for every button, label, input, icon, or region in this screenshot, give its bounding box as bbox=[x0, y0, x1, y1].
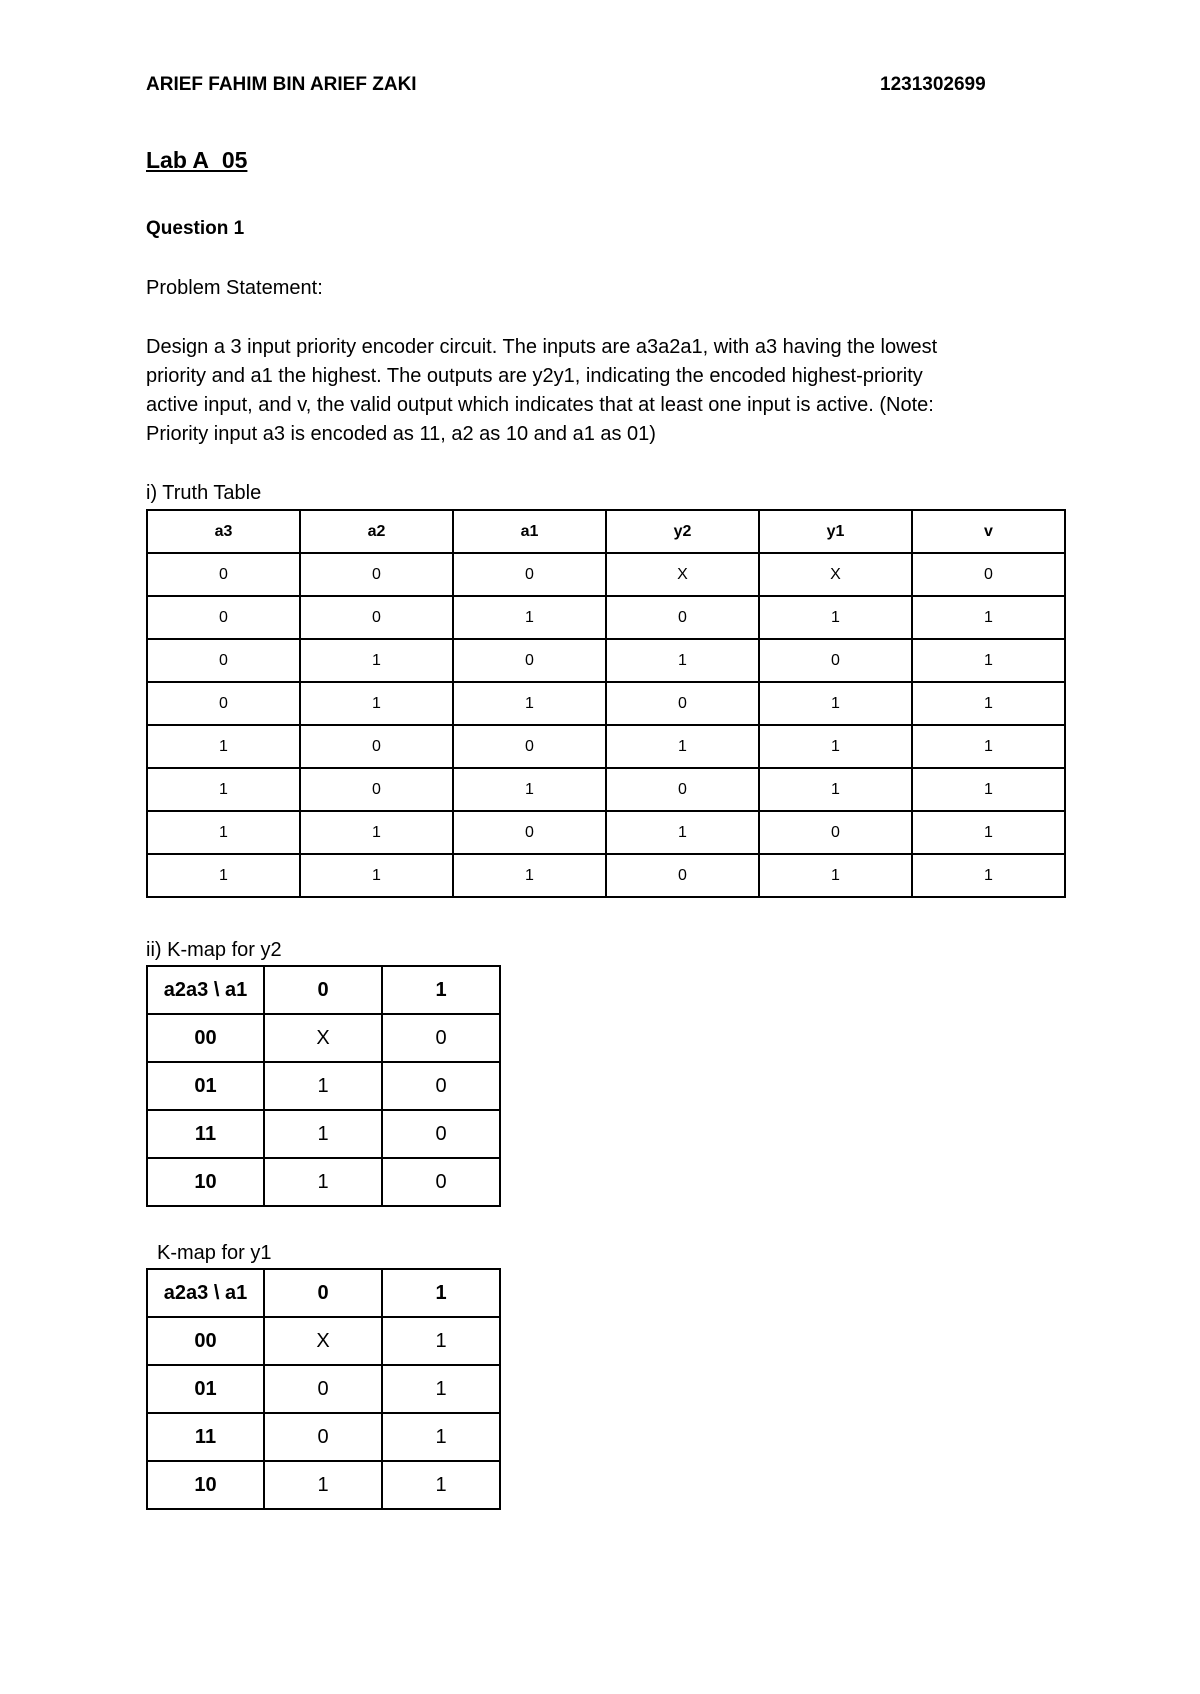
table-cell: 1 bbox=[912, 725, 1065, 768]
table-cell: 1 bbox=[759, 682, 912, 725]
kmap-cell: 1 bbox=[382, 1317, 500, 1365]
table-row bbox=[147, 768, 1065, 811]
table-cell: 0 bbox=[606, 682, 759, 725]
table-row bbox=[147, 1317, 500, 1365]
kmap-cell: X bbox=[264, 1014, 382, 1062]
table-cell: 1 bbox=[606, 811, 759, 854]
kmap-row-header: 11 bbox=[147, 1110, 264, 1158]
table-cell: 0 bbox=[606, 596, 759, 639]
table-cell: 0 bbox=[453, 811, 606, 854]
table-cell: 1 bbox=[147, 811, 300, 854]
table-row bbox=[147, 1062, 500, 1110]
problem-line: active input, and v, the valid output which indicates that at least one input is active. (Note: bbox=[146, 394, 934, 416]
header-cell-a3: a3 bbox=[147, 510, 300, 553]
table-cell: 1 bbox=[300, 854, 453, 897]
table-cell: 0 bbox=[147, 596, 300, 639]
table-cell: 1 bbox=[606, 639, 759, 682]
question-title: Question 1 bbox=[146, 218, 245, 239]
table-cell: 1 bbox=[759, 768, 912, 811]
author-name: ARIEF FAHIM BIN ARIEF ZAKI bbox=[146, 74, 417, 95]
table-cell: 1 bbox=[453, 596, 606, 639]
table-cell: 1 bbox=[300, 639, 453, 682]
table-cell: 0 bbox=[759, 811, 912, 854]
kmap-cell: 1 bbox=[264, 1110, 382, 1158]
kmap-row-header: 01 bbox=[147, 1062, 264, 1110]
header-cell-v: v bbox=[912, 510, 1065, 553]
kmap-cell: 1 bbox=[382, 1365, 500, 1413]
table-cell: 0 bbox=[759, 639, 912, 682]
table-cell: 0 bbox=[453, 553, 606, 596]
lab-title: Lab A_05 bbox=[146, 147, 248, 173]
table-cell: 0 bbox=[300, 596, 453, 639]
problem-label: Problem Statement: bbox=[146, 277, 323, 299]
table-cell: 1 bbox=[147, 725, 300, 768]
kmap-y1-table bbox=[146, 1268, 501, 1510]
table-cell: 1 bbox=[147, 768, 300, 811]
kmap-cell: 0 bbox=[264, 1413, 382, 1461]
truth-table-label: i) Truth Table bbox=[146, 482, 262, 504]
kmap-cell: 0 bbox=[382, 1110, 500, 1158]
table-cell: 1 bbox=[300, 682, 453, 725]
kmap-row-header: 00 bbox=[147, 1014, 264, 1062]
kmap-corner-cell: a2a3 \ a1 bbox=[147, 966, 264, 1014]
kmap-cell: 1 bbox=[264, 1062, 382, 1110]
problem-statement bbox=[146, 333, 1086, 449]
table-cell: 0 bbox=[300, 768, 453, 811]
kmap-y2-table bbox=[146, 965, 501, 1207]
kmap-row-header: 10 bbox=[147, 1461, 264, 1509]
table-cell: 1 bbox=[912, 811, 1065, 854]
kmap-row-header: 01 bbox=[147, 1365, 264, 1413]
table-row bbox=[147, 639, 1065, 682]
table-row bbox=[147, 725, 1065, 768]
kmap-corner-cell: a2a3 \ a1 bbox=[147, 1269, 264, 1317]
table-cell: 0 bbox=[147, 639, 300, 682]
table-cell: 1 bbox=[759, 596, 912, 639]
table-header-row bbox=[147, 1269, 500, 1317]
table-cell: 0 bbox=[912, 553, 1065, 596]
header-cell-a1: a1 bbox=[453, 510, 606, 553]
table-row bbox=[147, 811, 1065, 854]
table-row bbox=[147, 553, 1065, 596]
table-cell: 1 bbox=[453, 768, 606, 811]
problem-line: Design a 3 input priority encoder circuit. The inputs are a3a2a1, with a3 having the lowest bbox=[146, 336, 938, 358]
kmap-cell: X bbox=[264, 1317, 382, 1365]
kmap-cell: 0 bbox=[382, 1014, 500, 1062]
table-cell: 0 bbox=[606, 768, 759, 811]
problem-line: priority and a1 the highest. The outputs are y2y1, indicating the encoded highest-priority bbox=[146, 365, 923, 387]
kmap-col-header: 0 bbox=[264, 1269, 382, 1317]
table-cell: 1 bbox=[912, 596, 1065, 639]
truth-table bbox=[146, 509, 1066, 898]
table-cell: 1 bbox=[912, 682, 1065, 725]
table-cell: 0 bbox=[453, 639, 606, 682]
table-cell: X bbox=[759, 553, 912, 596]
table-cell: 1 bbox=[759, 725, 912, 768]
kmap-cell: 1 bbox=[382, 1461, 500, 1509]
kmap-cell: 0 bbox=[264, 1365, 382, 1413]
table-row bbox=[147, 1413, 500, 1461]
table-cell: 1 bbox=[912, 854, 1065, 897]
table-cell: 0 bbox=[453, 725, 606, 768]
student-id: 1231302699 bbox=[880, 74, 986, 95]
table-cell: 0 bbox=[147, 682, 300, 725]
table-row bbox=[147, 596, 1065, 639]
table-cell: 1 bbox=[453, 854, 606, 897]
kmap-cell: 0 bbox=[382, 1158, 500, 1206]
table-cell: 1 bbox=[453, 682, 606, 725]
table-row bbox=[147, 1110, 500, 1158]
kmap-row-header: 00 bbox=[147, 1317, 264, 1365]
kmap-cell: 1 bbox=[264, 1461, 382, 1509]
table-cell: 0 bbox=[300, 725, 453, 768]
table-cell: 0 bbox=[147, 553, 300, 596]
table-cell: 1 bbox=[912, 639, 1065, 682]
kmap-col-header: 1 bbox=[382, 966, 500, 1014]
table-row bbox=[147, 1461, 500, 1509]
kmap-cell: 1 bbox=[264, 1158, 382, 1206]
table-row bbox=[147, 1014, 500, 1062]
kmap-col-header: 1 bbox=[382, 1269, 500, 1317]
header-cell-y2: y2 bbox=[606, 510, 759, 553]
kmap-cell: 0 bbox=[382, 1062, 500, 1110]
table-cell: X bbox=[606, 553, 759, 596]
kmap-y2-label: ii) K-map for y2 bbox=[146, 939, 282, 961]
table-cell: 1 bbox=[606, 725, 759, 768]
problem-line: Priority input a3 is encoded as 11, a2 as 10 and a1 as 01) bbox=[146, 423, 656, 445]
table-cell: 1 bbox=[147, 854, 300, 897]
table-row bbox=[147, 1158, 500, 1206]
table-header-row bbox=[147, 966, 500, 1014]
table-row bbox=[147, 854, 1065, 897]
kmap-row-header: 11 bbox=[147, 1413, 264, 1461]
table-cell: 0 bbox=[606, 854, 759, 897]
kmap-cell: 1 bbox=[382, 1413, 500, 1461]
table-cell: 1 bbox=[759, 854, 912, 897]
kmap-col-header: 0 bbox=[264, 966, 382, 1014]
kmap-row-header: 10 bbox=[147, 1158, 264, 1206]
table-header-row bbox=[147, 510, 1065, 553]
table-cell: 1 bbox=[300, 811, 453, 854]
header-cell-a2: a2 bbox=[300, 510, 453, 553]
table-cell: 1 bbox=[912, 768, 1065, 811]
table-row bbox=[147, 1365, 500, 1413]
kmap-y1-label: K-map for y1 bbox=[157, 1242, 272, 1264]
table-row bbox=[147, 682, 1065, 725]
header-cell-y1: y1 bbox=[759, 510, 912, 553]
table-cell: 0 bbox=[300, 553, 453, 596]
